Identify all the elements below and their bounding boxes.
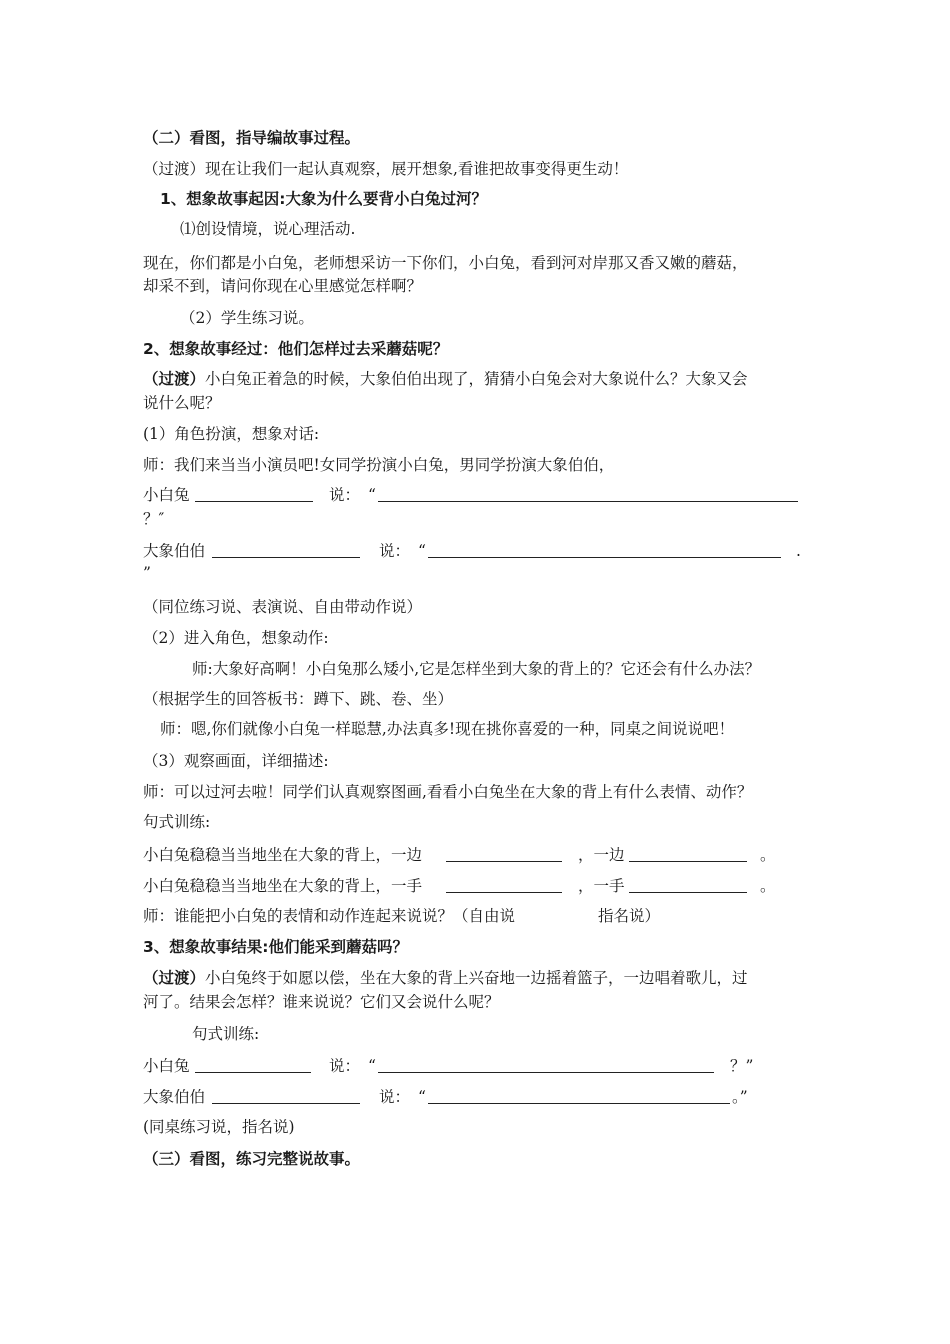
teacher-line-3: 师：嗯,你们就像小白兔一样聪慧,办法真多!现在挑你喜爱的一种，同桌之间说说吧！	[160, 720, 735, 738]
pattern1-text-2: ，一边	[578, 846, 625, 864]
elephant-says: 说：	[379, 542, 411, 560]
result-elephant-label: 大象伯伯	[143, 1088, 206, 1106]
item1-heading: 1、想象故事起因:大象为什么要背小白兔过河？	[160, 190, 487, 208]
item1-sub1: ⑴创设情境，说心理活动.	[180, 220, 356, 238]
item2-sub3: （3）观察画面，详细描述:	[143, 752, 329, 770]
item3-heading: 3、想象故事结果:他们能采到蘑菇吗？	[143, 938, 408, 956]
pattern2-text: 小白兔稳稳当当地坐在大象的背上，一手	[143, 877, 423, 895]
result-elephant-name-blank[interactable]	[212, 1089, 360, 1104]
teacher-line-2: 师:大象好高啊！小白兔那么矮小,它是怎样坐到大象的背上的？它还会有什么办法？	[192, 660, 761, 678]
transition-2-line2: 说什么呢？	[143, 394, 221, 412]
practice-note-2: (同桌练习说，指名说)	[143, 1118, 295, 1136]
board-note: （根据学生的回答板书：蹲下、跳、卷、坐）	[143, 690, 454, 708]
rabbit-open-quote: “	[368, 486, 376, 504]
result-rabbit-speech-blank[interactable]	[378, 1058, 714, 1073]
transition-3-line1	[143, 968, 748, 988]
teacher-line-4: 师：可以过河去啦！同学们认真观察图画,看看小白兔坐在大象的背上有什么表情、动作？	[143, 783, 753, 801]
item2-heading: 2、想象故事经过：他们怎样过去采蘑菇呢？	[143, 340, 449, 358]
result-rabbit-label: 小白兔	[143, 1057, 190, 1075]
rabbit-label: 小白兔	[143, 486, 190, 504]
item2-sub1: (1）角色扮演，想象对话:	[143, 425, 320, 443]
elephant-speech-dot: .	[796, 542, 801, 560]
pattern1-period: 。	[760, 846, 776, 864]
transition-3-text: 小白兔终于如愿以偿，坐在大象的背上兴奋地一边摇着篮子，一边唱着歌儿，过	[205, 969, 748, 987]
transition-2-text: 小白兔正着急的时候，大象伯伯出现了，猜猜小白兔会对大象说什么？大象又会	[205, 370, 748, 388]
teacher-line-1: 师：我们来当当小演员吧!女同学扮演小白兔，男同学扮演大象伯伯，	[143, 456, 615, 474]
result-rabbit-end: ？”	[730, 1057, 754, 1075]
pattern1-text: 小白兔稳稳当当地坐在大象的背上，一边	[143, 846, 423, 864]
teacher-line-5: 师：谁能把小白兔的表情和动作连起来说说？（自由说	[143, 907, 516, 925]
transition-1: （过渡）现在让我们一起认真观察，展开想象,看谁把故事变得更生动！	[143, 160, 629, 178]
section2-heading: （二）看图，指导编故事过程。	[143, 129, 361, 147]
elephant-open-quote: “	[418, 542, 426, 560]
result-elephant-open-quote: “	[418, 1088, 426, 1106]
item2-sub2: （2）进入角色，想象动作:	[143, 629, 329, 647]
result-elephant-end: 。”	[732, 1088, 748, 1106]
rabbit-speech-blank[interactable]	[378, 487, 798, 502]
transition-3-line2: 河了。结果会怎样？谁来说说？它们又会说什么呢？	[143, 993, 500, 1011]
result-elephant-says: 说：	[379, 1088, 411, 1106]
pattern-label-2: 句式训练:	[192, 1025, 260, 1043]
pattern2-text-2: ，一手	[578, 877, 625, 895]
transition-2-label: （过渡）	[143, 370, 206, 388]
rabbit-name-blank[interactable]	[195, 487, 313, 502]
elephant-label: 大象伯伯	[143, 542, 206, 560]
pattern2-period: 。	[760, 877, 776, 895]
elephant-speech-blank[interactable]	[428, 543, 781, 558]
practice-note-1: （同位练习说、表演说、自由带动作说）	[143, 598, 423, 616]
section3-heading: （三）看图，练习完整说故事。	[143, 1150, 361, 1168]
item1-paragraph-line2: 却采不到，请问你现在心里感觉怎样啊？	[143, 277, 423, 295]
elephant-close-quote: ”	[143, 564, 151, 582]
transition-3-label: （过渡）	[143, 969, 206, 987]
transition-2-line1	[143, 369, 748, 389]
pattern1-blank-1[interactable]	[446, 847, 562, 862]
pattern2-blank-1[interactable]	[446, 878, 562, 893]
elephant-name-blank[interactable]	[212, 543, 360, 558]
teacher-line-5-tail: 指名说）	[598, 907, 661, 925]
item1-paragraph-line1: 现在，你们都是小白兔，老师想采访一下你们，小白兔，看到河对岸那又香又嫩的蘑菇，	[143, 254, 748, 272]
item1-sub2: （2）学生练习说。	[180, 309, 314, 327]
result-rabbit-says: 说：	[329, 1057, 361, 1075]
rabbit-speech-end: ？″	[143, 510, 165, 528]
result-elephant-speech-blank[interactable]	[428, 1089, 730, 1104]
pattern1-blank-2[interactable]	[629, 847, 747, 862]
pattern2-blank-2[interactable]	[629, 878, 747, 893]
result-rabbit-open-quote: “	[368, 1057, 376, 1075]
pattern-label: 句式训练:	[143, 813, 211, 831]
result-rabbit-name-blank[interactable]	[195, 1058, 311, 1073]
rabbit-says: 说：	[329, 486, 361, 504]
